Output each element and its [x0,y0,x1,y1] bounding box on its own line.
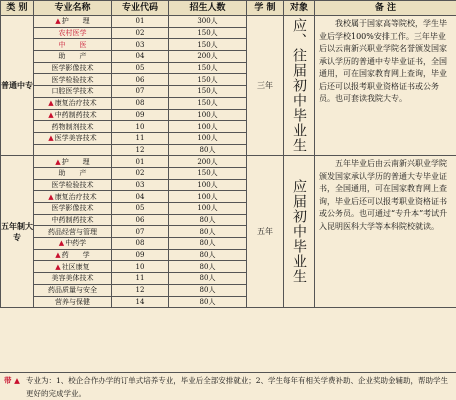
triangle-marker-icon: ▲ [48,110,54,119]
major-quota: 80人 [169,296,247,308]
major-name: 中药学 [65,239,87,248]
major-name: 助 产 [58,169,87,178]
major-name: 护 理 [61,157,90,166]
major-name: 医学影像技术 [51,64,94,73]
major-name: 医学检验技术 [51,180,94,189]
major-name-cell [34,62,112,74]
major-quota: 80人 [169,249,247,261]
major-name: 中药制药技术 [54,110,97,119]
major-code: 02 [112,27,169,39]
major-quota: 200人 [169,156,247,168]
major-name-cell [34,74,112,86]
major-name-cell [34,191,112,203]
triangle-marker-icon: ▲ [48,192,54,201]
major-name: 中药制药技术 [51,216,94,225]
section1-years: 三年 [247,16,284,156]
major-code: 03 [112,179,169,191]
major-quota: 300人 [169,16,247,28]
major-name-cell [34,226,112,238]
major-code: 07 [112,226,169,238]
major-name: 康复治疗技术 [54,99,97,108]
major-name: 美容美体技术 [51,274,94,283]
major-code: 11 [112,132,169,144]
major-quota: 100人 [169,179,247,191]
table-row [1,16,456,28]
major-name-cell [34,132,112,144]
major-name-cell [34,179,112,191]
major-name-cell [34,167,112,179]
major-quota: 80人 [169,226,247,238]
major-name: 农村医学 [58,29,87,38]
table-header-row [1,1,456,16]
major-name-cell [34,203,112,215]
major-name: 口腔医学技术 [51,87,94,96]
major-code: 02 [112,167,169,179]
major-name: 中 医 [58,40,87,49]
section2-category: 五年制大专 [1,156,34,308]
major-name: 药 学 [61,251,90,260]
major-code: 08 [112,97,169,109]
major-quota: 80人 [169,238,247,250]
triangle-marker-icon: ▲ [48,99,54,108]
triangle-marker-icon: ▲ [55,17,61,26]
major-name-cell [34,51,112,63]
major-quota: 150人 [169,86,247,98]
major-name: 药品质量与安全 [48,286,97,295]
major-name-cell [34,249,112,261]
major-quota: 80人 [169,284,247,296]
section2-target-cell [284,156,315,308]
major-code: 11 [112,273,169,285]
footnote-text: 专业为：1、校企合作办学的订单式培养专业，毕业后全部安排就业；2、学生每年有相关学费补助、企业奖助金辅助，帮助学生更好的完成学业。 [26,376,449,398]
triangle-marker-icon: ▲ [58,239,65,248]
major-quota: 80人 [169,214,247,226]
major-code: 04 [112,191,169,203]
major-name: 医学影像技术 [51,204,94,213]
major-quota: 150人 [169,97,247,109]
major-name-cell [34,273,112,285]
triangle-marker-icon: ▲ [55,157,61,166]
header-target: 对象 [284,1,315,16]
major-quota: 100人 [169,109,247,121]
major-name-cell [34,261,112,273]
major-quota: 150人 [169,39,247,51]
footnote-label: 带 ▲ [4,376,20,385]
header-quota: 招生人数 [169,1,247,16]
major-code: 08 [112,238,169,250]
header-major: 专业名称 [34,1,112,16]
major-code: 04 [112,51,169,63]
major-quota: 100人 [169,203,247,215]
major-code: 12 [112,144,169,156]
major-name-cell [34,109,112,121]
major-quota: 200人 [169,51,247,63]
major-quota: 100人 [169,132,247,144]
major-code: 14 [112,296,169,308]
section1-category: 普通中专 [1,16,34,156]
major-name: 康复治疗技术 [54,192,97,201]
major-quota: 80人 [169,261,247,273]
major-quota: 150人 [169,62,247,74]
major-name: 医学检验技术 [51,75,94,84]
major-name: 医学美容技术 [54,134,97,143]
major-code: 10 [112,261,169,273]
major-code: 01 [112,156,169,168]
major-name-cell [34,27,112,39]
header-years: 学 制 [247,1,284,16]
section1-remarks-cell [315,16,456,156]
section1-remarks: 我校属于国家高等院校，学生毕业后学校100%安排工作。三年毕业后以云南新兴职业学院名誉颁发国家承认学历的普通中专毕业证书，全国通用，可在国家教育网上查询，毕业后还可以报考职业资格证书或公务员。也可套读我院大专。 [319,19,447,103]
triangle-marker-icon: ▲ [48,134,54,143]
major-name-cell [34,238,112,250]
major-name: 营养与保健 [55,297,90,306]
major-code: 03 [112,39,169,51]
section2-years: 五年 [247,156,284,308]
major-name-cell [34,39,112,51]
major-code: 06 [112,214,169,226]
major-name-cell [34,284,112,296]
section2-remarks: 五年毕业后由云南新兴职业学院颁发国家承认学历的普通大专毕业证书，全国通用，可在国家教育网上查询，毕业后还可以报考职业资格证书或公务员。也可通过“专升本”考试升入昆明医科大学等本科院校就读。 [319,159,448,231]
major-quota: 100人 [169,121,247,133]
table-row [1,156,456,168]
major-name-cell [34,214,112,226]
major-name-cell [34,86,112,98]
major-quota: 100人 [169,191,247,203]
major-name: 社区康复 [61,262,90,271]
major-name: 药品经营与管理 [48,227,97,236]
section1-target: 应、往届初中毕业生 [291,18,307,154]
major-name: 护 理 [61,17,90,26]
major-name: 助 产 [58,52,87,61]
major-name-cell [34,16,112,28]
section2-remarks-cell [315,156,456,308]
major-quota: 80人 [169,144,247,156]
header-category: 类 别 [1,1,34,16]
major-quota: 150人 [169,27,247,39]
major-code: 07 [112,86,169,98]
header-code: 专业代码 [112,1,169,16]
major-code: 01 [112,16,169,28]
section1-target-cell [284,16,315,156]
major-quota: 150人 [169,167,247,179]
major-code: 05 [112,62,169,74]
major-name-cell [34,144,112,156]
triangle-marker-icon: ▲ [55,251,61,260]
major-code: 10 [112,121,169,133]
major-name-cell [34,156,112,168]
major-name-cell [34,296,112,308]
major-code: 09 [112,249,169,261]
major-code: 12 [112,284,169,296]
major-quota: 150人 [169,74,247,86]
section2-target: 应届初中毕业生 [291,179,307,285]
major-quota: 80人 [169,273,247,285]
footnote [0,372,456,400]
triangle-marker-icon: ▲ [55,262,61,271]
major-name: 药物制剂技术 [51,122,94,131]
major-code: 06 [112,74,169,86]
major-name-cell [34,97,112,109]
header-remarks: 备 注 [315,1,456,16]
major-name-cell [34,121,112,133]
major-code: 09 [112,109,169,121]
major-code: 05 [112,203,169,215]
